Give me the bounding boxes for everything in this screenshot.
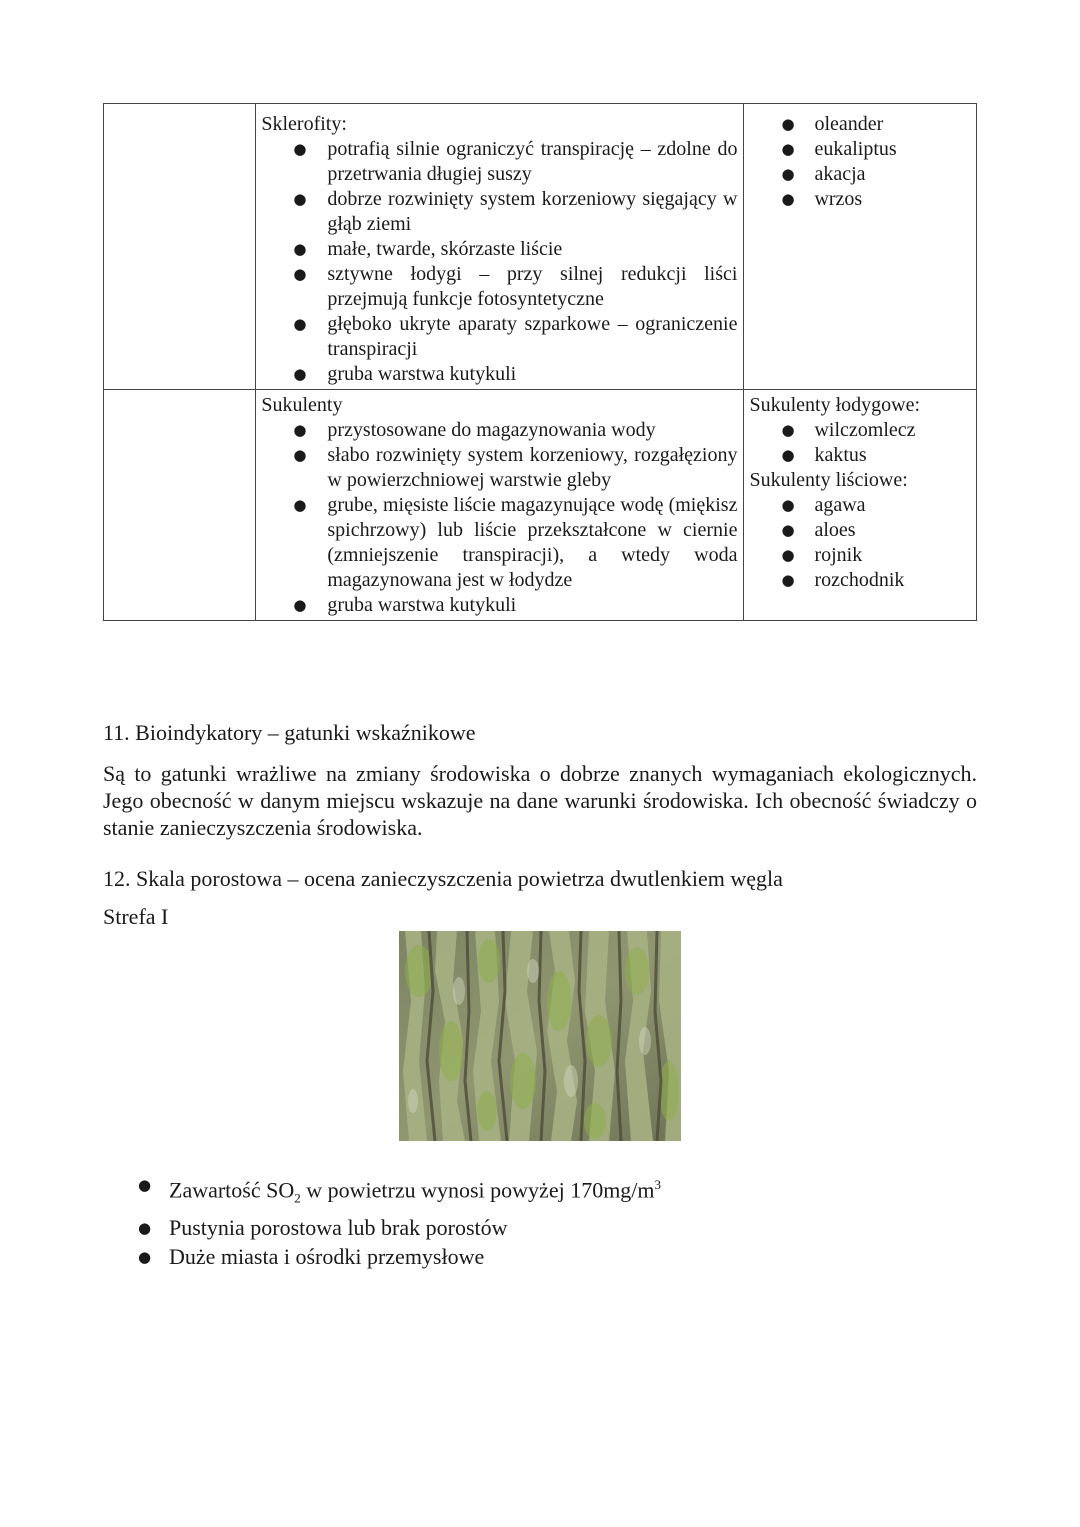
succulents-heading: Sukulenty: [261, 394, 343, 416]
plant-adaptation-table: [103, 103, 977, 621]
list-item: ● rojnik: [749, 543, 972, 568]
list-item: ● gruba warstwa kutykuli: [261, 593, 737, 618]
table-cell-examples: [744, 104, 977, 390]
list-item: ● grube, mięsiste liście magazynujące wodę (miękisz spichrzowy) lub liście przekształcone w ciernie (zmniejszenie transpiracji), a wtedy woda magazynowana jest w łodydze: [261, 493, 737, 593]
list-item: ● dobrze rozwinięty system korzeniowy sięgający w głąb ziemi: [261, 187, 737, 237]
succulents-feature-list: [261, 418, 737, 618]
sclerophytes-feature-list: [261, 137, 737, 387]
table-cell-features: [256, 104, 744, 390]
list-item: ● przystosowane do magazynowania wody: [261, 418, 737, 443]
sclerophytes-example-list: [749, 112, 972, 212]
section-12-title: 12. Skala porostowa – ocena zanieczyszczenia powietrza dwutlenkiem węgla: [103, 866, 783, 891]
table-row: [104, 104, 977, 390]
so2-prefix: Zawartość SO: [169, 1177, 295, 1203]
unit-superscript: 3: [654, 1177, 662, 1192]
list-item: ● agawa: [749, 493, 972, 518]
list-item: ● wilczomlecz: [749, 418, 972, 443]
list-item: ● aloes: [749, 518, 972, 543]
stem-succulents-list: [749, 418, 972, 468]
table-cell-empty: [104, 390, 256, 621]
list-item: ● oleander: [749, 112, 972, 137]
section-11-paragraph: Są to gatunki wrażliwe na zmiany środowiska o dobrze znanych wymaganiach ekologicznych. Jego obecność w danym miejscu wskazuje na dane warunki środowiska. Ich obecność świadczy o stanie zanieczyszczenia środowiska.: [103, 761, 977, 840]
leaf-succulents-heading: Sukulenty liściowe:: [749, 469, 908, 491]
leaf-succulents-list: [749, 493, 972, 593]
list-item: ● gruba warstwa kutykuli: [261, 362, 737, 387]
list-item: ● Pustynia porostowa lub brak porostów: [103, 1213, 903, 1242]
list-item: ● wrzos: [749, 187, 972, 212]
list-item: ● słabo rozwinięty system korzeniowy, rozgałęziony w powierzchniowej warstwie gleby: [261, 443, 737, 493]
list-item: ● eukaliptus: [749, 137, 972, 162]
list-item: ● potrafią silnie ograniczyć transpirację – zdolne do przetrwania długiej suszy: [261, 137, 737, 187]
table-cell-examples: [744, 390, 977, 621]
table-row: [104, 390, 977, 621]
sclerophytes-heading: Sklerofity:: [261, 113, 347, 135]
table-cell-features: [256, 390, 744, 621]
zone-facts-list: [103, 1170, 903, 1271]
tree-bark-lichen-photo: [399, 931, 681, 1141]
list-item: ● Duże miasta i ośrodki przemysłowe: [103, 1242, 903, 1271]
so2-subscript: 2: [294, 1190, 301, 1206]
list-item: ● głęboko ukryte aparaty szparkowe – ograniczenie transpiracji: [261, 312, 737, 362]
table-cell-empty: [104, 104, 256, 390]
list-item: ● sztywne łodygi – przy silnej redukcji liści przejmują funkcje fotosyntetyczne: [261, 262, 737, 312]
list-item: ● rozchodnik: [749, 568, 972, 593]
list-item: [103, 1170, 903, 1213]
section-11-title: 11. Bioindykatory – gatunki wskaźnikowe: [103, 720, 476, 745]
zone-label: Strefa I: [103, 904, 169, 929]
list-item: ● kaktus: [749, 443, 972, 468]
list-item: ● akacja: [749, 162, 972, 187]
so2-middle: w powietrzu wynosi powyżej 170mg/m: [300, 1177, 655, 1203]
stem-succulents-heading: Sukulenty łodygowe:: [749, 394, 920, 416]
list-item: ● małe, twarde, skórzaste liście: [261, 237, 737, 262]
